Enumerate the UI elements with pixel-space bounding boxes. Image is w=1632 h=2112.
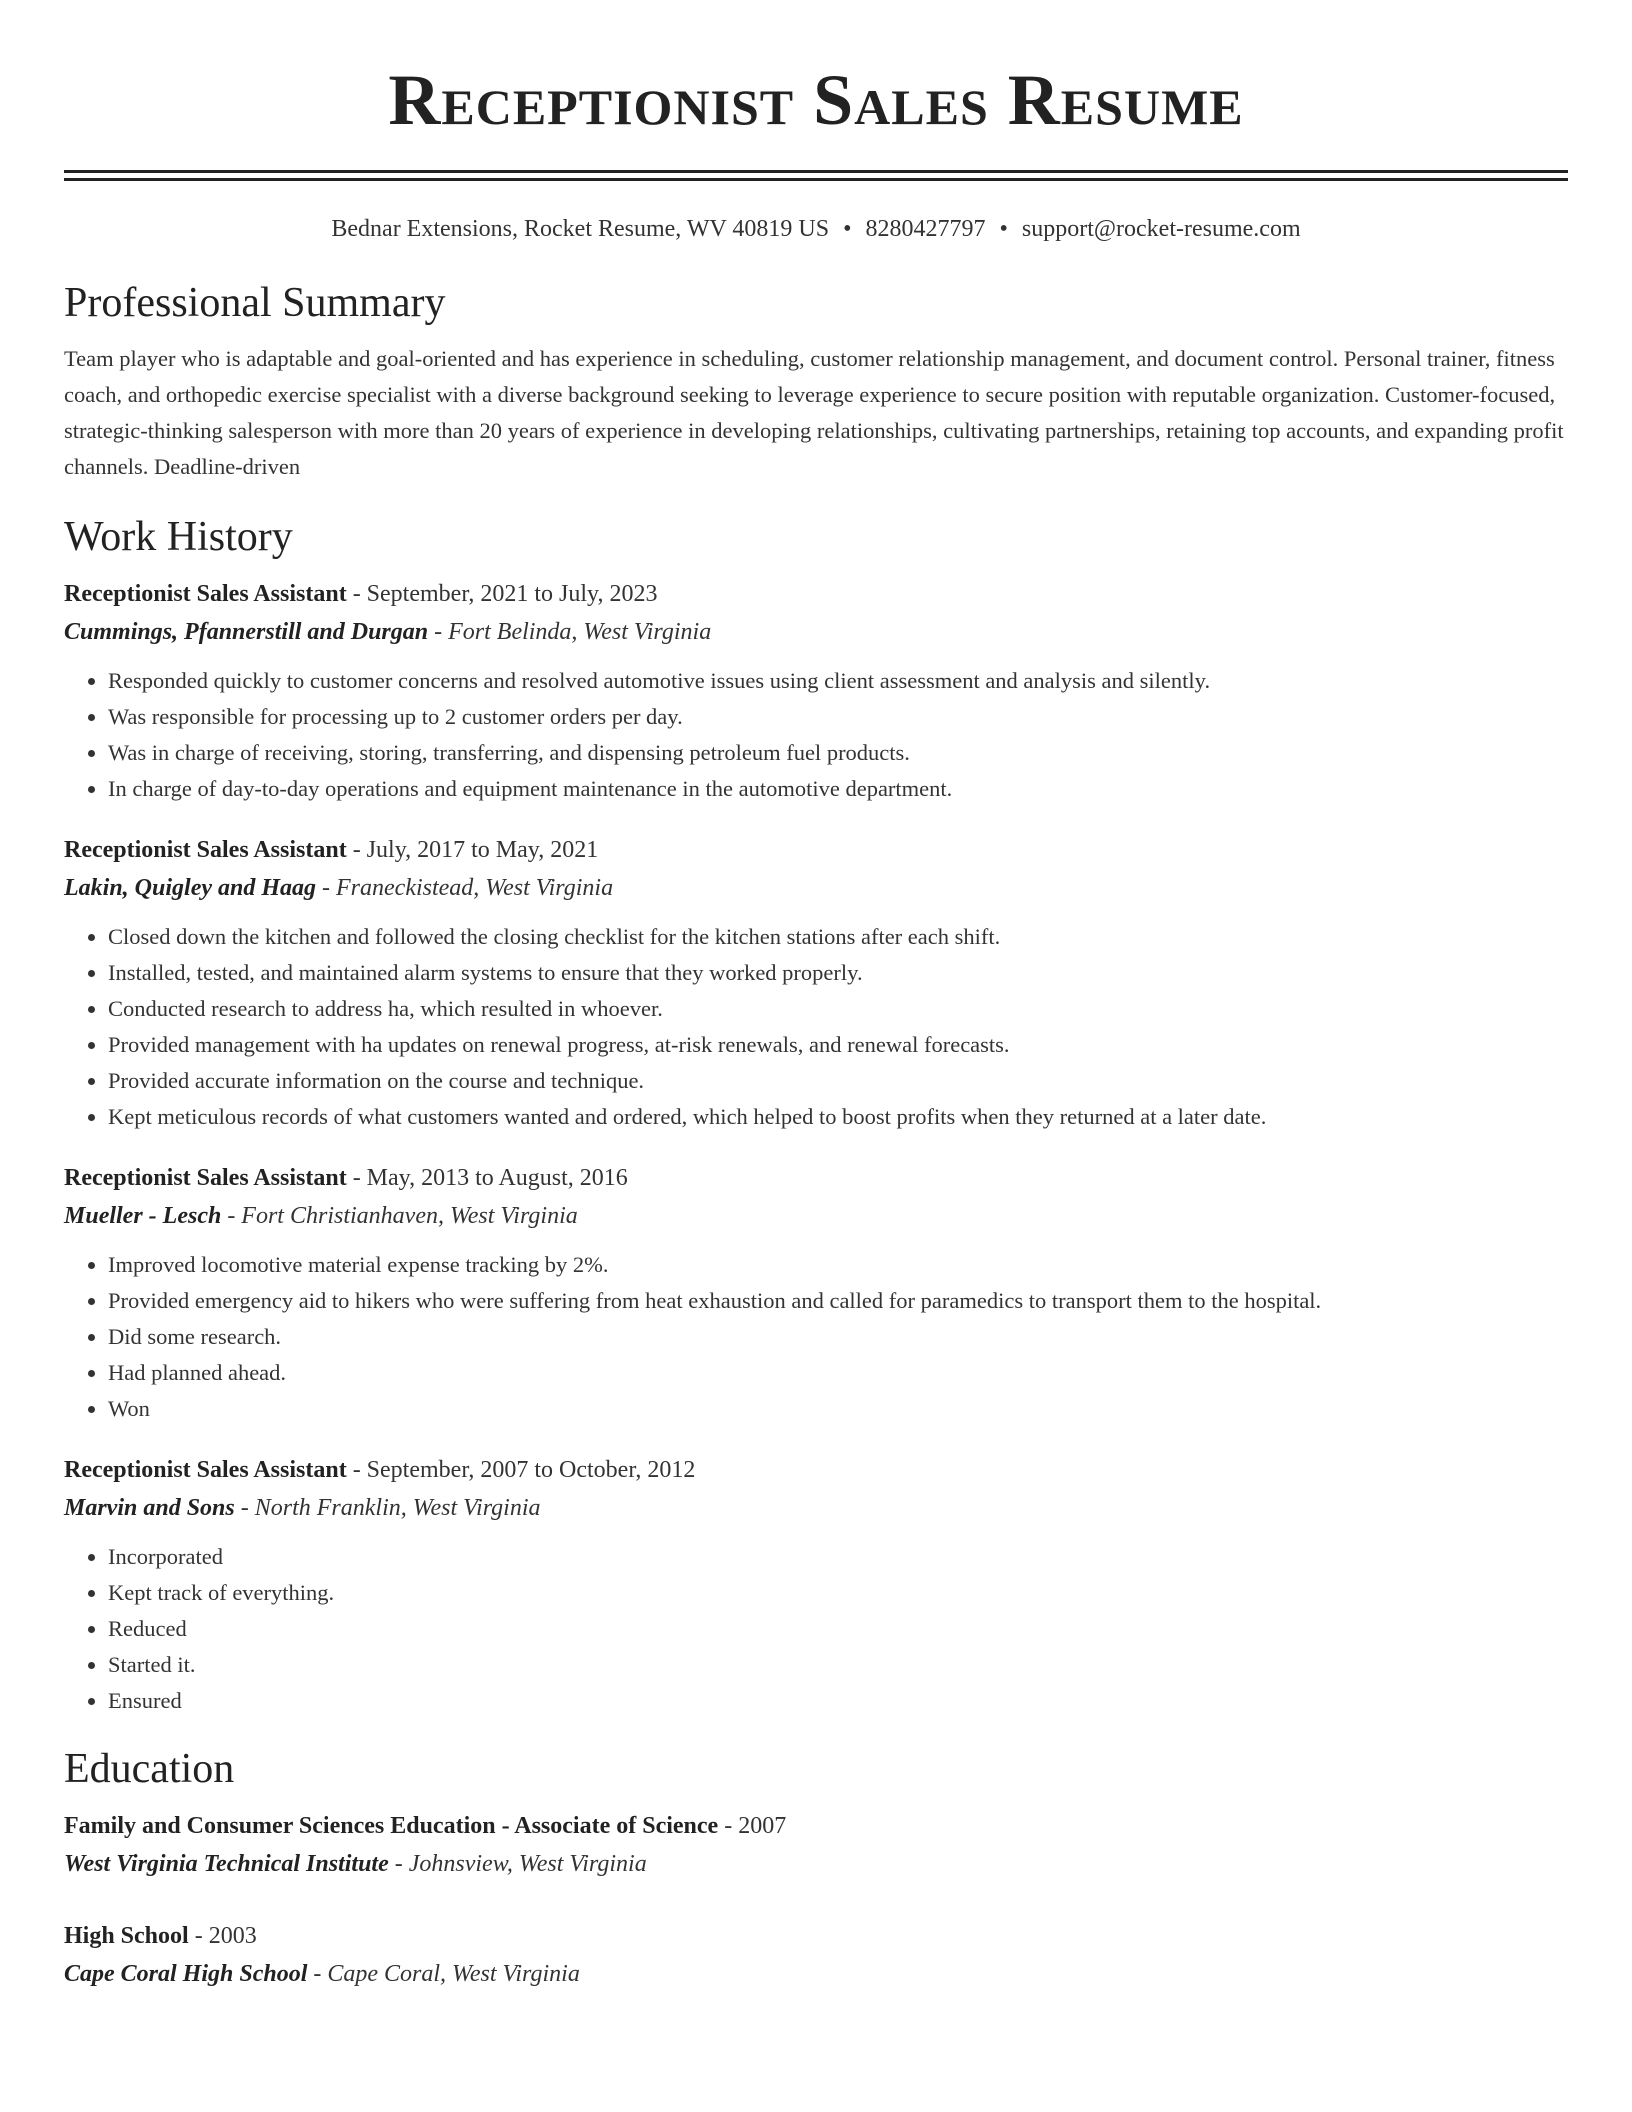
education-entry [64,1807,1568,1883]
job-dates: - September, 2021 to July, 2023 [346,581,658,607]
job-bullet: • Reduced [108,1611,1568,1647]
job-bullet: • In charge of day-to-day operations and equipment maintenance in the automotive department. [108,771,1568,807]
job-bullet: • Ensured [108,1683,1568,1719]
job-title-line [64,1451,1568,1489]
job-bullet: • Installed, tested, and maintained alarm systems to ensure that they worked properly. [108,955,1568,991]
job-entry [64,575,1568,807]
job-dates: - July, 2017 to May, 2021 [346,837,599,863]
education-heading: Education [64,1746,235,1792]
job-bullet: • Won [108,1391,1568,1427]
job-bullet: • Responded quickly to customer concerns and resolved automotive issues using client assessment and analysis and silently. [108,663,1568,699]
job-entry [64,1159,1568,1427]
job-bullet: • Incorporated [108,1539,1568,1575]
job-location: - Fort Belinda, West Virginia [428,619,712,645]
job-bullet: • Kept meticulous records of what customers wanted and ordered, which helped to boost profits when they returned at a later date. [108,1099,1568,1135]
job-title: Receptionist Sales Assistant [64,1165,347,1191]
job-company-line [64,613,1568,651]
education-location: - Cape Coral, West Virginia [307,1961,580,1987]
education-degree: High School [64,1923,189,1949]
job-company: Marvin and Sons [64,1495,235,1521]
job-company-line [64,869,1568,907]
job-title: Receptionist Sales Assistant [64,837,347,863]
job-company: Cummings, Pfannerstill and Durgan [64,619,429,645]
job-company: Lakin, Quigley and Haag [64,875,317,901]
job-entry [64,831,1568,1135]
job-title-line [64,1159,1568,1197]
education-school: West Virginia Technical Institute [64,1851,389,1877]
job-bullet: • Was in charge of receiving, storing, transferring, and dispensing petroleum fuel products. [108,735,1568,771]
contact-separator: • [999,216,1008,242]
job-title-line [64,831,1568,869]
job-title: Receptionist Sales Assistant [64,581,347,607]
job-bullet: • Had planned ahead. [108,1355,1568,1391]
contact-line [64,211,1568,247]
job-bullet: • Improved locomotive material expense tracking by 2%. [108,1247,1568,1283]
job-bullets [64,1247,1568,1427]
job-bullet: • Provided accurate information on the course and technique. [108,1063,1568,1099]
education-year: - 2007 [718,1813,787,1839]
job-bullet: • Started it. [108,1647,1568,1683]
job-bullet: • Provided management with ha updates on renewal progress, at-risk renewals, and renewal forecasts. [108,1027,1568,1063]
job-location: - North Franklin, West Virginia [234,1495,541,1521]
job-bullet: • Was responsible for processing up to 2 customer orders per day. [108,699,1568,735]
job-company-line [64,1197,1568,1235]
education-year: - 2003 [188,1923,257,1949]
job-bullet: • Kept track of everything. [108,1575,1568,1611]
job-title-line [64,575,1568,613]
contact-email: support@rocket-resume.com [1021,216,1301,242]
job-dates: - May, 2013 to August, 2016 [346,1165,628,1191]
resume-title: Receptionist Sales Resume [388,60,1244,140]
job-dates: - September, 2007 to October, 2012 [346,1457,696,1483]
job-bullets [64,1539,1568,1719]
job-bullet: • Conducted research to address ha, which resulted in whoever. [108,991,1568,1027]
job-bullets [64,663,1568,807]
job-title: Receptionist Sales Assistant [64,1457,347,1483]
job-bullet: • Closed down the kitchen and followed the closing checklist for the kitchen stations after each shift. [108,919,1568,955]
education-school-line [64,1955,1568,1993]
education-entry [64,1917,1568,1993]
summary-heading: Professional Summary [64,280,446,326]
job-entry [64,1451,1568,1719]
education-school: Cape Coral High School [64,1961,308,1987]
job-company-line [64,1489,1568,1527]
job-location: - Franeckistead, West Virginia [316,875,614,901]
title-double-rule [64,170,1568,181]
job-bullets [64,919,1568,1135]
education-school-line [64,1845,1568,1883]
contact-separator: • [843,216,852,242]
education-location: - Johnsview, West Virginia [388,1851,647,1877]
contact-phone: 8280427797 [865,216,986,242]
education-degree-line [64,1807,1568,1845]
contact-address: Bednar Extensions, Rocket Resume, WV 40819 US [331,216,830,242]
job-bullet: • Did some research. [108,1319,1568,1355]
job-bullet: • Provided emergency aid to hikers who were suffering from heat exhaustion and called for paramedics to transport them to the hospital. [108,1283,1568,1319]
education-degree: Family and Consumer Sciences Education - Associate of Science [64,1813,719,1839]
work-history-heading: Work History [64,514,293,560]
job-location: - Fort Christianhaven, West Virginia [221,1203,578,1229]
job-company: Mueller - Lesch [64,1203,222,1229]
summary-text: Team player who is adaptable and goal-oriented and has experience in scheduling, customer relationship management, and document control. Personal trainer, fitness coach, and orthopedic exercise specialist with a diverse background seeking to leverage experience to secure position with reputable organization. Customer-focused, strategic-thinking salesperson with more than 20 years of experience in developing relationships, cultivating partnerships, retaining top accounts, and expanding profit channels. Deadline-driven [64,346,1564,479]
education-degree-line [64,1917,1568,1955]
